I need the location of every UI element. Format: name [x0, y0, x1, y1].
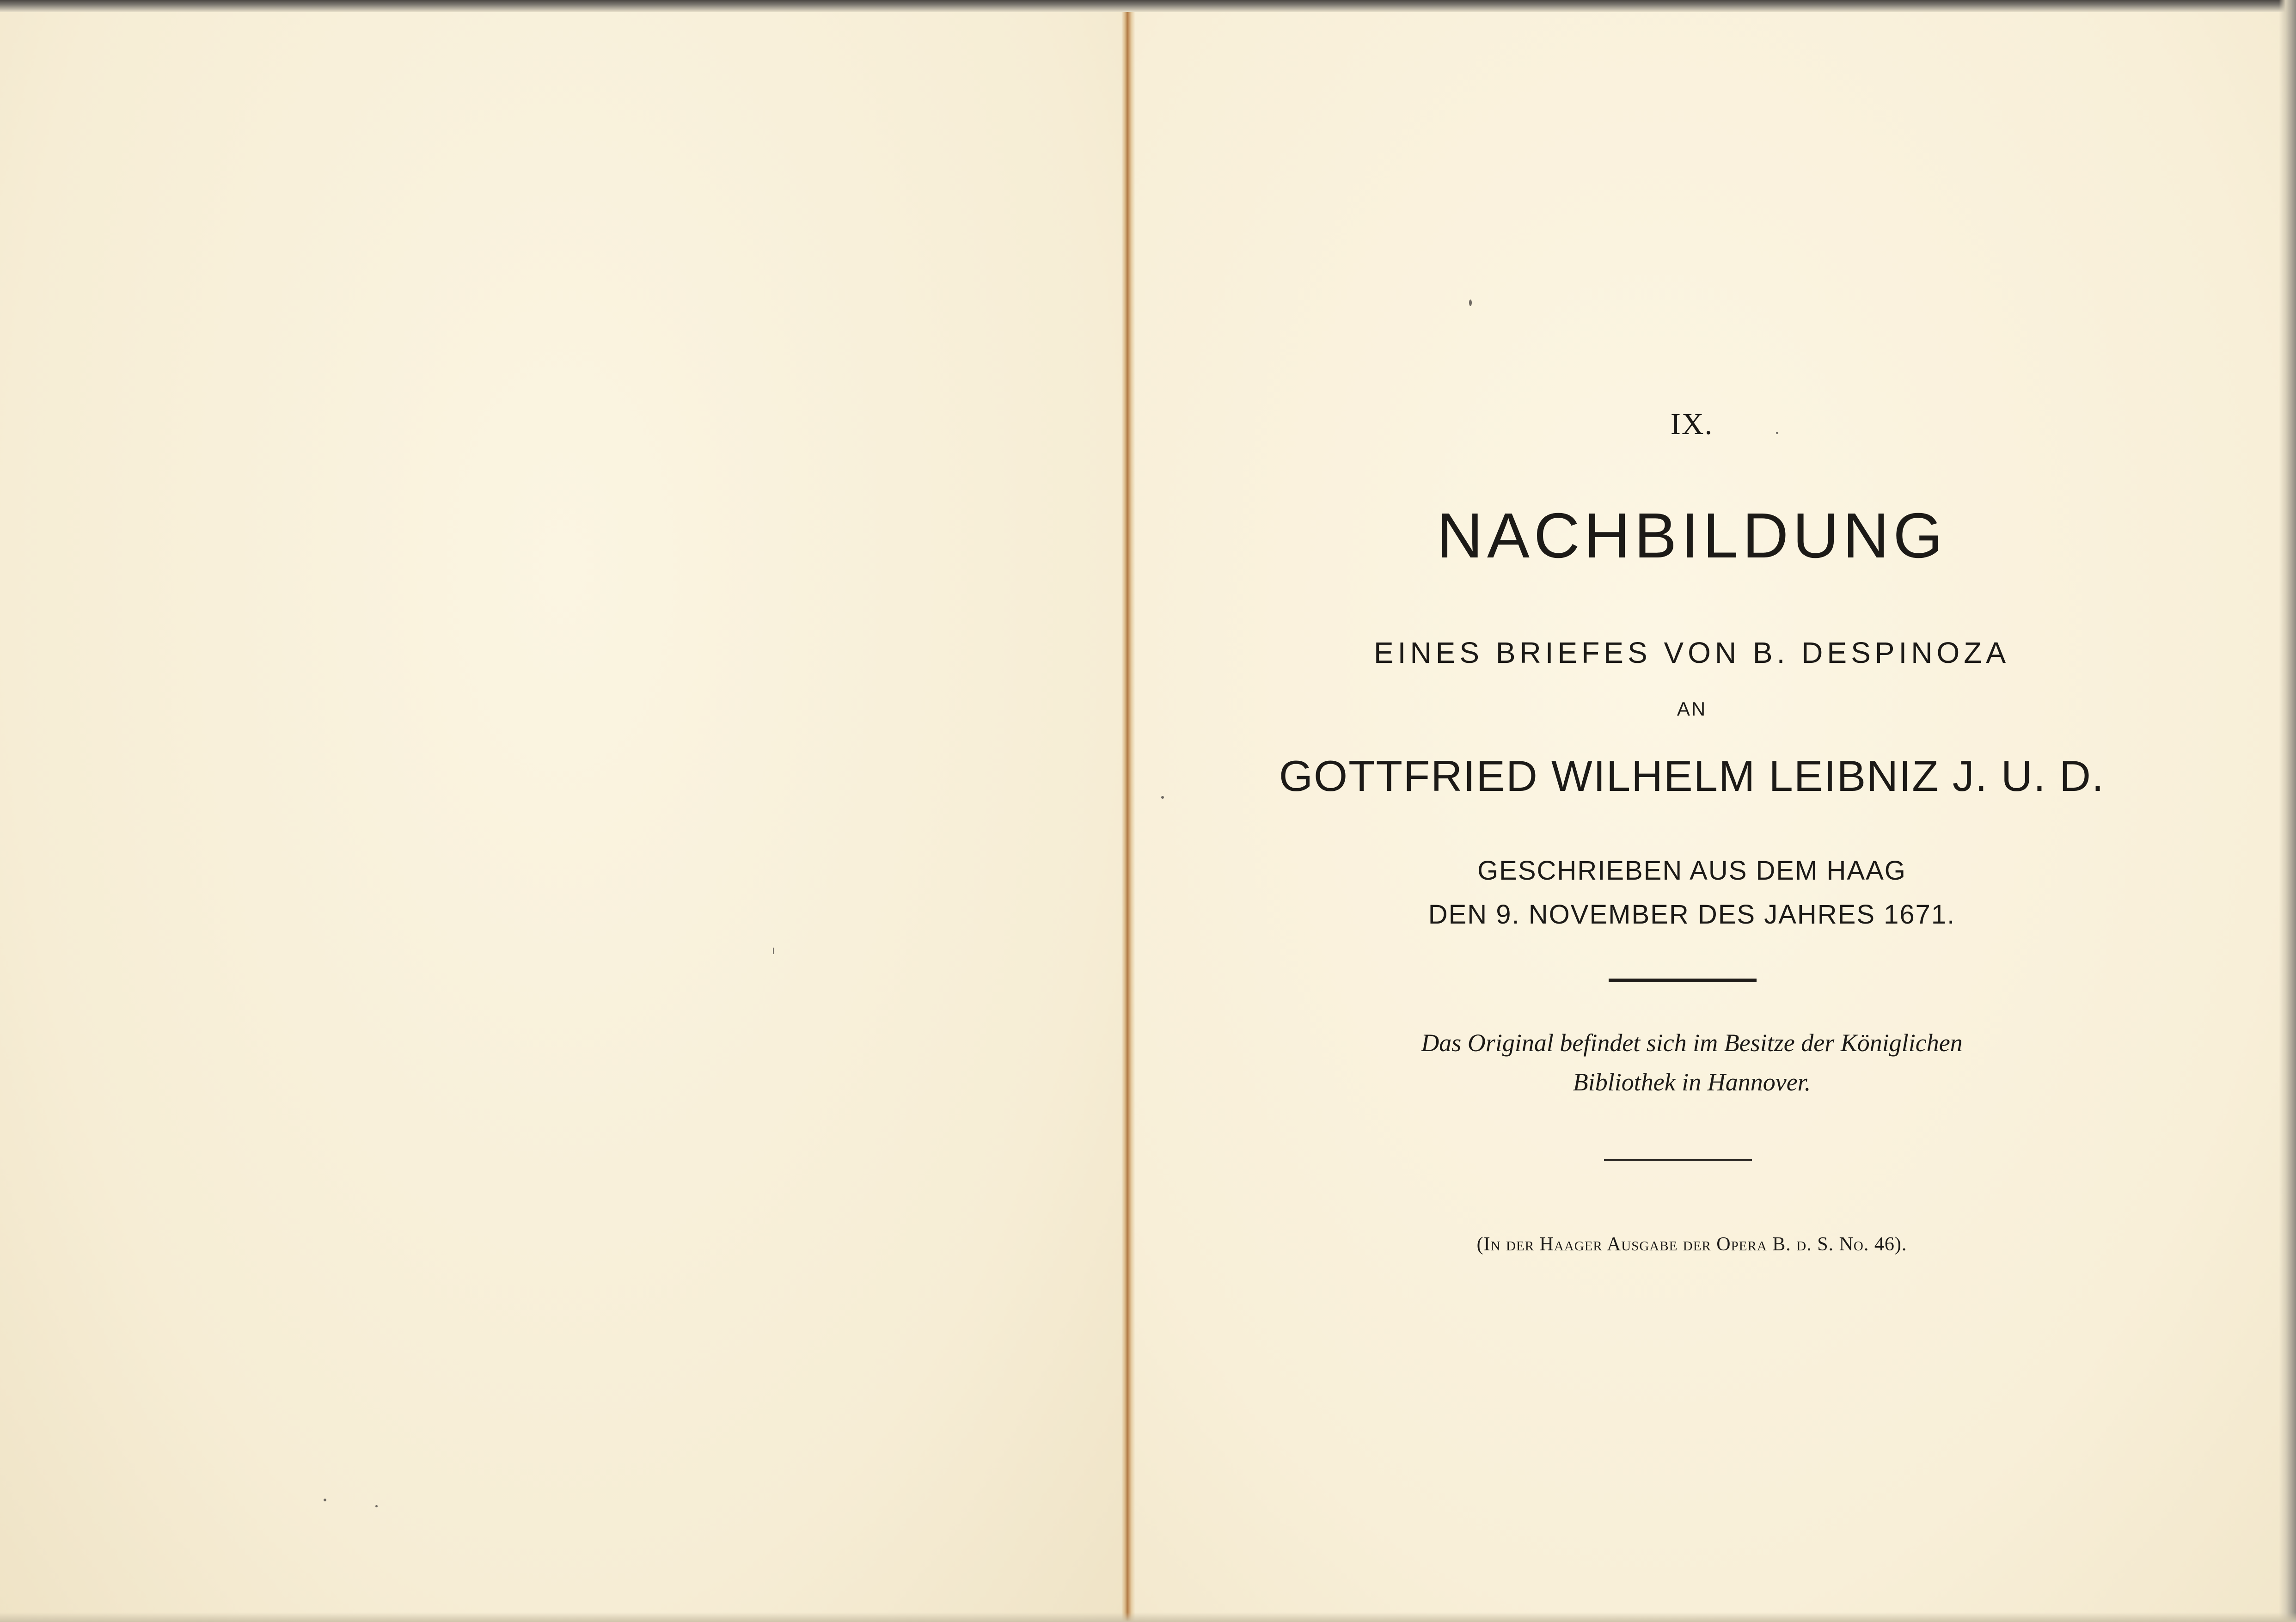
right-page-edge — [2279, 0, 2296, 1622]
connector-word: AN — [1677, 698, 1707, 720]
left-page-blank — [0, 0, 1126, 1622]
section-numeral: IX. — [1670, 407, 1714, 441]
book-gutter — [1121, 0, 1135, 1622]
thick-divider — [1609, 979, 1757, 982]
title-page-text — [1220, 0, 2163, 1622]
recipient-name: GOTTFRIED WILHELM LEIBNIZ J. U. D. — [1279, 752, 2105, 800]
letter-subtitle: EINES BRIEFES VON B. DESPINOZA — [1373, 636, 2010, 669]
page-title: NACHBILDUNG — [1437, 500, 1947, 571]
paper-speck — [1161, 796, 1164, 799]
paper-speck — [773, 948, 774, 954]
paper-speck — [324, 1499, 326, 1501]
edition-reference: (In der Haager Ausgabe der Opera B. d. S. No. 46). — [1476, 1234, 1907, 1255]
date-line: DEN 9. NOVEMBER DES JAHRES 1671. — [1428, 900, 1956, 930]
thin-divider — [1604, 1159, 1752, 1161]
paper-speck — [375, 1505, 378, 1507]
original-note-line-1: Das Original befindet sich im Besitze der Königlichen — [1421, 1029, 1963, 1057]
written-from-line: GESCHRIEBEN AUS DEM HAAG — [1477, 856, 1906, 886]
original-note-line-2: Bibliothek in Hannover. — [1573, 1068, 1811, 1096]
